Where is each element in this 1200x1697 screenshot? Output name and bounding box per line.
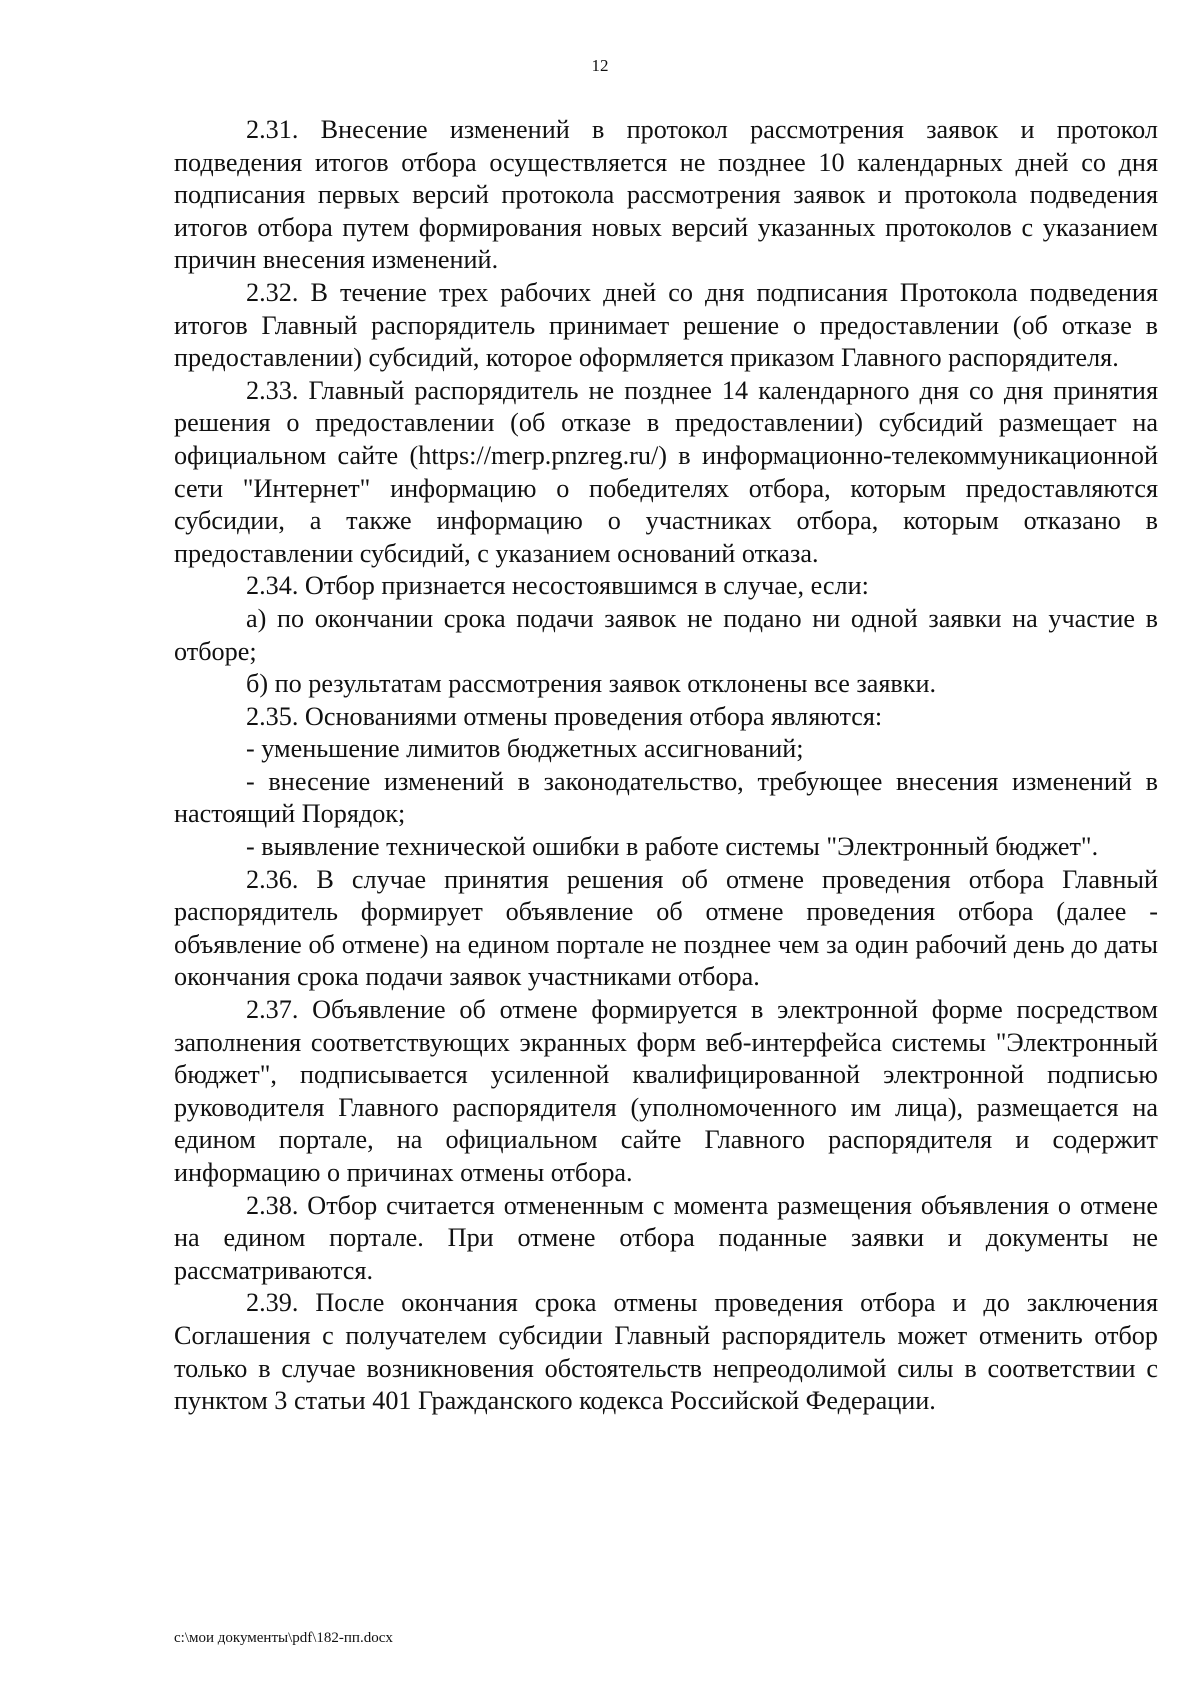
page-number: 12: [591, 56, 609, 75]
file-path-footer: c:\мои документы\pdf\182-пп.docx: [174, 1630, 393, 1646]
paragraph-2-33: 2.33. Главный распорядитель не позднее 14 календарного дня со дня принятия решения о предоставлении (об отказе в предоставлении) субсидий размещает на официальном сайте (https://merp.pnzreg.ru/) в информационно-телекоммуникационной сети "Интернет" информацию о победителях отбора, которым предоставляются субсидии, а также информацию о участниках отбора, которым отказано в предоставлении субсидий, с указанием оснований отказа.: [174, 375, 1158, 568]
document-body: [174, 114, 1158, 1418]
paragraph-2-38: 2.38. Отбор считается отмененным с момента размещения объявления о отмене на едином портале. При отмене отбора поданные заявки и документы не рассматриваются.: [174, 1190, 1158, 1285]
paragraph-2-37: 2.37. Объявление об отмене формируется в электронной форме посредством заполнения соответствующих экранных форм веб-интерфейса системы "Электронный бюджет", подписывается усиленной квалифицированной электронной подписью руководителя Главного распорядителя (уполномоченного им лица), размещается на едином портале, на официальном сайте Главного распорядителя и содержит информацию о причинах отмены отбора.: [174, 995, 1158, 1187]
paragraph-2-34-a: а) по окончании срока подачи заявок не подано ни одной заявки на участие в отборе;: [174, 603, 1158, 666]
paragraph-2-35: 2.35. Основаниями отмены проведения отбора являются:: [246, 701, 883, 731]
list-item-technical-error: - выявление технической ошибки в работе системы "Электронный бюджет".: [246, 832, 1099, 862]
list-item-limits: - уменьшение лимитов бюджетных ассигнований;: [246, 734, 804, 764]
paragraph-2-39: 2.39. После окончания срока отмены проведения отбора и до заключения Соглашения с получателем субсидии Главный распорядитель может отменить отбор только в случае возникновения обстоятельств непреодолимой силы в соответствии с пунктом 3 статьи 401 Гражданского кодекса Российской Федерации.: [174, 1288, 1158, 1416]
paragraph-2-32: 2.32. В течение трех рабочих дней со дня подписания Протокола подведения итогов Главный распорядитель принимает решение о предоставлении (об отказе в предоставлении) субсидий, которое оформляется приказом Главного распорядителя.: [174, 277, 1158, 373]
paragraph-2-36: 2.36. В случае принятия решения об отмене проведения отбора Главный распорядитель формирует объявление об отмене проведения отбора (далее - объявление об отмене) на едином портале не позднее чем за один рабочий день до даты окончания срока подачи заявок участниками отбора.: [174, 864, 1158, 992]
list-item-legislation: - внесение изменений в законодательство, требующее внесения изменений в настоящий Порядок;: [174, 766, 1158, 829]
paragraph-2-34-b: б) по результатам рассмотрения заявок отклонены все заявки.: [246, 669, 937, 699]
paragraph-2-31: 2.31. Внесение изменений в протокол рассмотрения заявок и протокол подведения итогов отбора осуществляется не позднее 10 календарных дней со дня подписания первых версий протокола рассмотрения заявок и протокола подведения итогов отбора путем формирования новых версий указанных протоколов с указанием причин внесения изменений.: [174, 115, 1158, 275]
paragraph-2-34: 2.34. Отбор признается несостоявшимся в случае, если:: [246, 571, 869, 601]
